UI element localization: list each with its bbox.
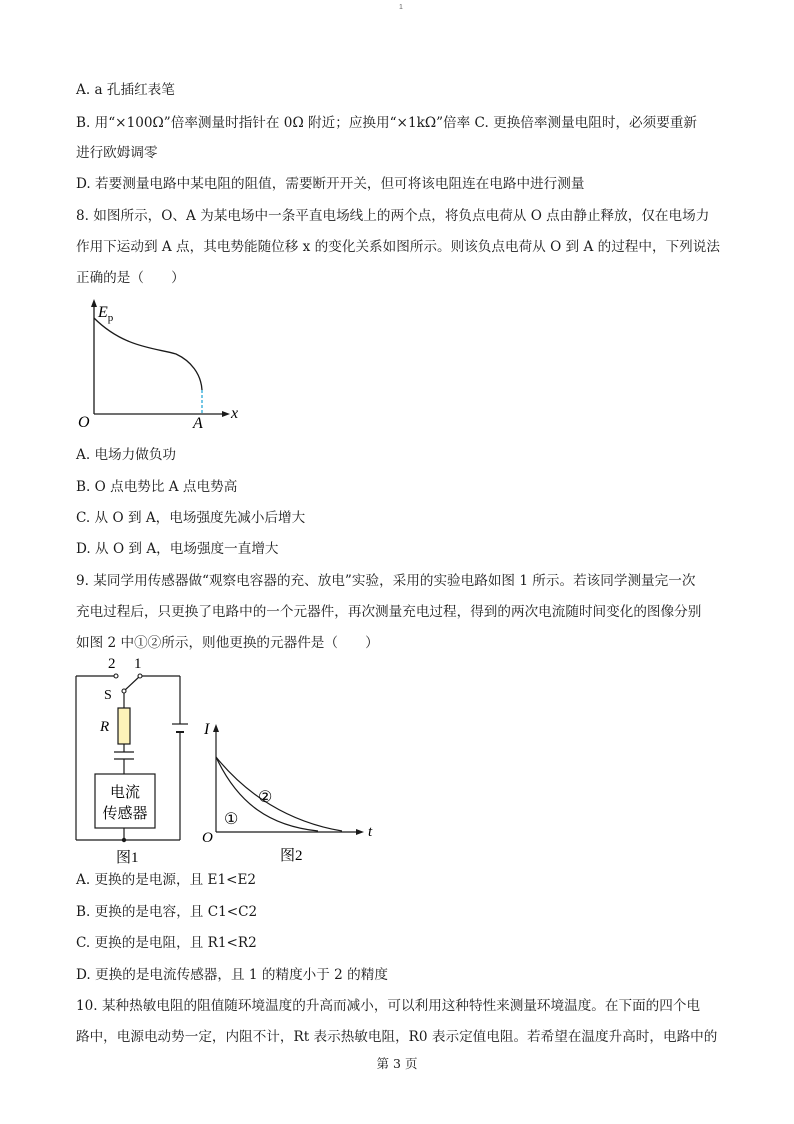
x-axis-arrow	[222, 411, 230, 417]
text-line: C. 更换的是电阻，且 R1<R2	[76, 935, 257, 951]
text-line: B. 用“×100Ω”倍率测量时指针在 0Ω 附近；应换用“×1kΩ”倍率 C. 更换倍率测量电阻时，必须要重新	[76, 115, 698, 131]
current-axis-label: I	[204, 721, 210, 738]
switch-contact-1	[138, 674, 142, 678]
circuit-and-current-graphs	[70, 654, 390, 868]
potential-energy-graph	[76, 296, 256, 434]
text-line: A. 更换的是电源，且 E1<E2	[76, 872, 257, 888]
resistor-label: R	[100, 719, 110, 735]
text-line: A. 电场力做负功	[76, 447, 177, 463]
y-axis-label: $E_p$	[98, 304, 114, 324]
text-line: 如图 2 中①②所示，则他更换的元器件是（ ）	[76, 635, 379, 651]
text-line: 充电过程后，只更换了电路中的一个元器件，再次测量充电过程，得到的两次电流随时间变化的图像分别	[76, 604, 702, 620]
y-axis-arrow	[91, 299, 97, 307]
origin-label: O	[78, 414, 90, 431]
text-line: 进行欧姆调零	[76, 145, 158, 161]
text-line: 作用下运动到 A 点，其电势能随位移 x 的变化关系如图所示。则该负点电荷从 O 到 A 的过程中，下列说法	[76, 239, 720, 255]
text-line: 9. 某同学用传感器做“观察电容器的充、放电”实验，采用的实验电路如图 1 所示。若该同学测量完一次	[76, 573, 696, 589]
text-line: D. 更换的是电流传感器，且 1 的精度小于 2 的精度	[76, 967, 388, 983]
point-a-label: A	[193, 415, 203, 432]
text-line: 路中，电源电动势一定，内阻不计，Rt 表示热敏电阻，R0 表示定值电阻。若希望在温度升高时，电路中的	[76, 1029, 718, 1045]
figure2-caption: 图2	[280, 848, 303, 864]
text-line: D. 若要测量电路中某电阻的阻值，需要断开开关，但可将该电阻连在电路中进行测量	[76, 176, 585, 192]
text-line: 正确的是（ ）	[76, 270, 185, 286]
figure1-caption: 图1	[116, 850, 139, 866]
text-line: 8. 如图所示，O、A 为某电场中一条平直电场线上的两个点，将负点电荷从 O 点由静止释放，仅在电场力	[76, 208, 710, 224]
text-line: A. a 孔插红表笔	[76, 82, 175, 98]
switch-label-1: 1	[134, 656, 142, 672]
ep-curve	[94, 318, 202, 390]
text-line: C. 从 O 到 A，电场强度先减小后增大	[76, 510, 306, 526]
text-line: B. 更换的是电容，且 C1<C2	[76, 904, 258, 920]
text-line: D. 从 O 到 A，电场强度一直增大	[76, 541, 279, 557]
switch-contact-2	[114, 674, 118, 678]
switch-label-s: S	[104, 688, 112, 703]
x-axis-label: x	[231, 405, 239, 422]
resistor	[118, 708, 130, 744]
page-footer: 第 3 页	[376, 1056, 418, 1071]
text-line: B. O 点电势比 A 点电势高	[76, 479, 238, 495]
curve-1-label: ①	[224, 811, 239, 828]
time-axis-label: t	[368, 824, 373, 840]
page-number-mark: 1	[399, 4, 403, 11]
switch-label-2: 2	[108, 656, 116, 672]
switch-pivot	[122, 689, 126, 693]
graph-origin-label: O	[202, 830, 213, 846]
junction-dot	[122, 838, 126, 842]
curve-2-label: ②	[258, 789, 273, 806]
current-time-graph	[202, 721, 373, 864]
text-line: 10. 某种热敏电阻的阻值随环境温度的升高而减小，可以利用这种特性来测量环境温度。在下面的四个电	[76, 998, 701, 1014]
sensor-label-line2: 传感器	[102, 806, 148, 822]
sensor-label-line1: 电流	[109, 785, 141, 801]
